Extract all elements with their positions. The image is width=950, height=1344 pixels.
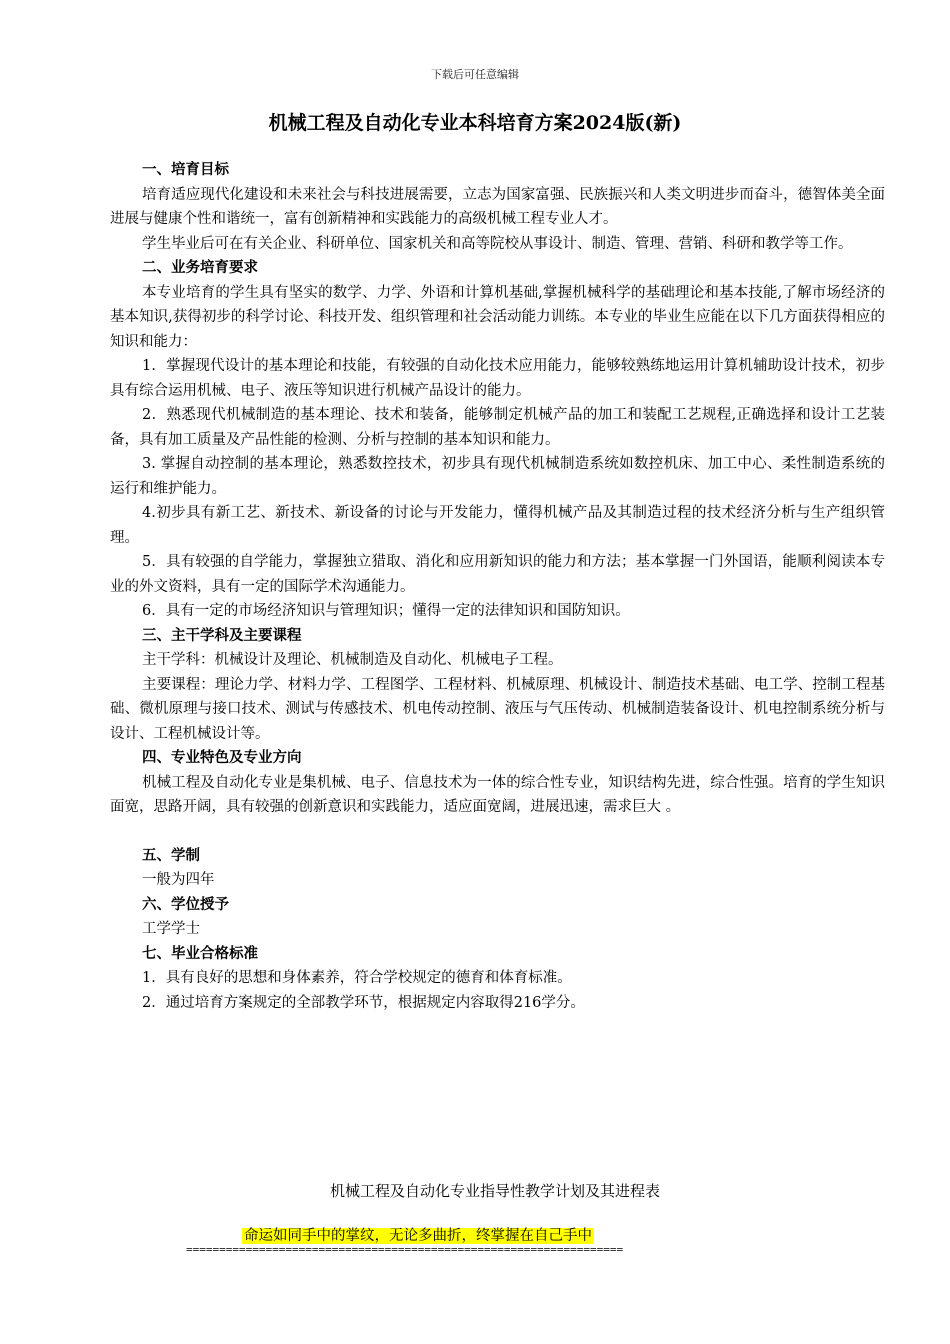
paragraph: 主要课程：理论力学、材料力学、工程图学、工程材料、机械原理、机械设计、制造技术基础、电工学、控制工程基础、微机原理与接口技术、测试与传感技术、机电传动控制、液压与气压传动、机械制造装备设计、机电控制系统分析与设计、工程机械设计等。: [110, 676, 885, 742]
list-item: 1．具有良好的思想和身体素养，符合学校规定的德育和体育标准。: [142, 970, 572, 986]
section-heading-features: 四、专业特色及专业方向: [142, 749, 302, 766]
list-item: 4.初步具有新工艺、新技术、新设备的讨论与开发能力，懂得机械产品及其制造过程的技术经济分析与生产组织管理。: [110, 505, 885, 546]
highlighted-slogan: 命运如同手中的掌纹，无论多曲折，终掌握在自己手中: [244, 1228, 592, 1244]
footer-title: 机械工程及自动化专业指导性教学计划及其进程表: [329, 1182, 660, 1200]
list-item: 3. 掌握自动控制的基本理论，熟悉数控技术，初步具有现代机械制造系统如数控机床、加工中心、柔性制造系统的运行和维护能力。: [110, 456, 885, 497]
divider-line: ==================================================================: [186, 1244, 624, 1256]
document-body: [110, 158, 885, 1015]
list-item: 2．通过培育方案规定的全部教学环节，根据规定内容取得216学分。: [142, 994, 585, 1011]
paragraph: 学生毕业后可在有关企业、科研单位、国家机关和高等院校从事设计、制造、管理、营销、科研和教学等工作。: [142, 235, 853, 252]
section-heading-degree: 六、学位授予: [142, 895, 229, 913]
header-note: 下载后可任意编辑: [431, 68, 519, 81]
slogan-line: [242, 1226, 594, 1246]
paragraph: 机械工程及自动化专业是集机械、电子、信息技术为一体的综合性专业，知识结构先进，综合性强。培育的学生知识面宽，思路开阔，具有较强的创新意识和实践能力，适应面宽阔，进展迅速，需求巨大 。: [110, 774, 885, 815]
section-heading-graduation: 七、毕业合格标准: [142, 944, 258, 962]
document-title: 机械工程及自动化专业本科培育方案2024版(新): [268, 112, 682, 134]
paragraph: 一般为四年: [142, 872, 215, 888]
list-item: 5．具有较强的自学能力，掌握独立猎取、消化和应用新知识的能力和方法；基本掌握一门外国语，能顺利阅读本专业的外文资料，具有一定的国际学术沟通能力。: [110, 554, 885, 595]
section-heading-duration: 五、学制: [142, 846, 200, 864]
section-heading-goals: 一、培育目标: [142, 161, 229, 178]
paragraph: 本专业培育的学生具有坚实的数学、力学、外语和计算机基础,掌握机械科学的基础理论和基本技能,了解市场经济的基本知识,获得初步的科学讨论、科技开发、组织管理和社会活动能力训练。本专业的毕业生应能在以下几方面获得相应的知识和能力：: [110, 284, 885, 350]
list-item: 2．熟悉现代机械制造的基本理论、技术和装备，能够制定机械产品的加工和装配工艺规程,正确选择和设计工艺装备，具有加工质量及产品性能的检测、分析与控制的基本知识和能力。: [110, 407, 885, 448]
paragraph: 主干学科：机械设计及理论、机械制造及自动化、机械电子工程。: [142, 652, 563, 668]
paragraph: 工学学士: [142, 921, 200, 937]
list-item: 6．具有一定的市场经济知识与管理知识；懂得一定的法律知识和国防知识。: [142, 603, 630, 619]
paragraph: 培育适应现代化建设和未来社会与科技进展需要，立志为国家富强、民族振兴和人类文明进步而奋斗，德智体美全面进展与健康个性和谐统一，富有创新精神和实践能力的高级机械工程专业人才。: [110, 186, 885, 227]
list-item: 1．掌握现代设计的基本理论和技能，有较强的自动化技术应用能力，能够较熟练地运用计算机辅助设计技术，初步具有综合运用机械、电子、液压等知识进行机械产品设计的能力。: [110, 358, 885, 399]
section-heading-courses: 三、主干学科及主要课程: [142, 626, 302, 644]
section-heading-requirements: 二、业务培育要求: [142, 259, 258, 276]
